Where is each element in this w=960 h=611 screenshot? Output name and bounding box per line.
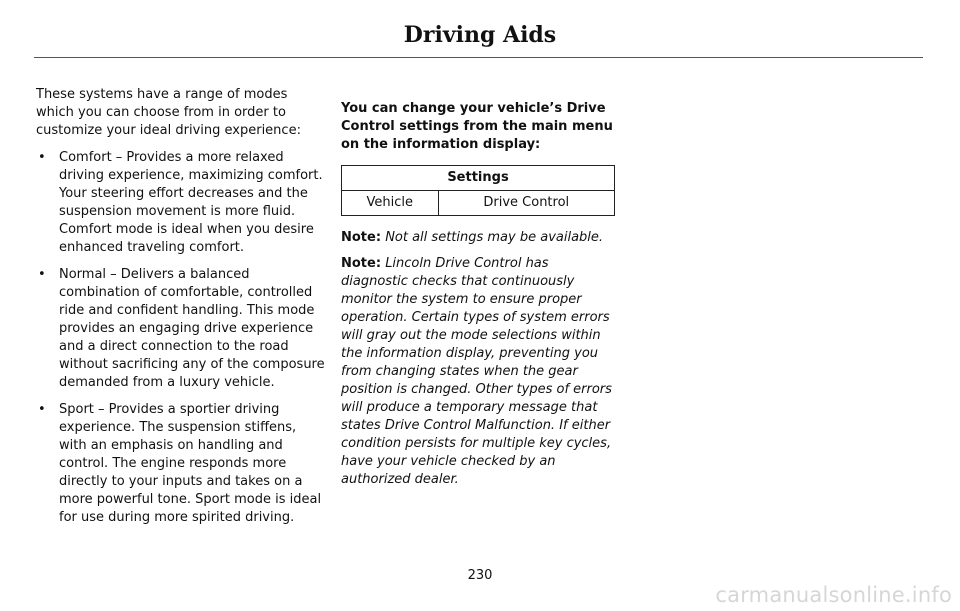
watermark: carmanualsonline.info xyxy=(715,583,952,607)
left-column xyxy=(36,86,326,536)
settings-table-cell-drive-control: Drive Control xyxy=(438,191,614,216)
mode-description: Sport – Provides a sportier driving experience. The suspension stiffens, with an emphasis on handling and control. The engine responds more directly to your inputs and takes on a more powerful tone. Sport mode is ideal for use during more spirited driving. xyxy=(59,402,322,525)
bullet-icon: • xyxy=(38,267,46,282)
mode-list xyxy=(36,149,326,527)
bullet-icon: • xyxy=(38,150,46,165)
settings-table-cell-vehicle: Vehicle xyxy=(342,191,439,216)
note-availability xyxy=(341,229,619,247)
settings-intro: You can change your vehicle’s Drive Control settings from the main menu on the information display: xyxy=(341,101,613,152)
note-label: Note: xyxy=(341,230,382,245)
note-label: Note: xyxy=(341,256,382,271)
settings-table-header: Settings xyxy=(342,166,615,191)
mode-description: Normal – Delivers a balanced combination of comfortable, controlled ride and confident handling. This mode provides an engaging drive experience and a direct connection to the road without sacrificing any of the composure demanded from a luxury vehicle. xyxy=(59,267,325,390)
note-diagnostics xyxy=(341,255,619,489)
page-number: 230 xyxy=(467,568,493,583)
mode-item-normal xyxy=(36,266,326,392)
mode-item-comfort xyxy=(36,149,326,257)
bullet-icon: • xyxy=(38,402,46,417)
mode-description: Comfort – Provides a more relaxed driving experience, maximizing comfort. Your steering effort decreases and the suspension movement is more fluid. Comfort mode is ideal when you desire enhanced traveling comfort. xyxy=(59,150,323,255)
note-text: Lincoln Drive Control has diagnostic checks that continuously monitor the system to ensure proper operation. Certain types of system errors will gray out the mode selections within the information display, preventing you from changing states when the gear position is changed. Other types of errors will produce a temporary message that states Drive Control Malfunction. If either condition persists for multiple key cycles, have your vehicle checked by an authorized dealer. xyxy=(341,256,612,487)
title-divider xyxy=(34,57,923,58)
settings-table xyxy=(341,165,615,216)
page-title: Driving Aids xyxy=(403,22,557,48)
note-text: Not all settings may be available. xyxy=(385,230,604,245)
mode-item-sport xyxy=(36,401,326,527)
right-column xyxy=(341,100,619,489)
intro-paragraph: These systems have a range of modes which you can choose from in order to customize your ideal driving experience: xyxy=(36,87,301,138)
